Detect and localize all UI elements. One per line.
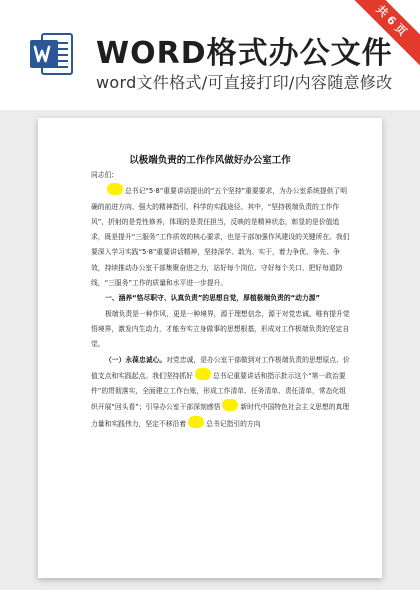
sub1-text-d: 总书记指引的方向: [206, 419, 261, 428]
document-page: [38, 118, 382, 578]
page-count-ribbon: [350, 0, 420, 70]
section-heading-1: 一、涵养“恪尽职守、认真负责”的思想自觉，厚植极端负责的“动力源”: [105, 294, 320, 303]
highlight-mark: [195, 368, 211, 380]
paragraph-intro-text: 总书记“5·8”重要讲话提出的“五个坚持”重要要求，为办公室系统提供了明确的前进方向、强大的精神指引、科学的实践途径。其中，“坚持极端负责的工作作风”，折射的是党性修养，体现的是责任担当，反映的是精神状态，彰显的是价值追求，既是提升“三服务”工作质效的核心要求，也是干部加强作风建设的关键所在。我们要深入学习实践“5·8”重要讲话精神，坚持深学、敢为、实干，着力争优、争先、争效，持续推动办公室干部集聚奋进之力，站好每个岗位、守好每个关口、把好每道防线，“三服务”工作的质量和水平进一步提升。: [91, 187, 350, 288]
paragraph-2: 极端负责是一种作风，更是一种境界，源于理想信念，源于对党忠诚。唯有提升觉悟境界，激发内生动力，才能夯实立身做事的思想根基，形成对工作极端负责的坚定自觉。: [91, 309, 350, 349]
paragraph-sub-1: [91, 353, 351, 432]
subheading-label: （一）永葆忠诚心。: [105, 355, 167, 364]
highlight-mark: [222, 399, 238, 411]
paragraph-intro: [91, 183, 351, 291]
page-count-badge: 共 6 页: [350, 0, 420, 68]
sub1-text-b: 总书记重要讲话和指示批示这个“第一政治要件”的贯彻落实，全面建立工作台账，形成工作清单、任务清单、责任清单，常态化组织开展“回头看”；引导办公室干部深刻感悟: [91, 371, 347, 412]
banner-subtitle: word文件格式/可直接打印/内容随意修改: [96, 73, 393, 92]
salutation: 同志们:: [91, 171, 114, 179]
word-icon: [28, 30, 76, 78]
header-banner: [0, 0, 420, 110]
highlight-mark: [107, 183, 123, 195]
banner-title: WORD格式办公文件: [96, 36, 393, 71]
sub1-text-a: 对党忠诚，是办公室干部做到对工作极端负责的思想原点、价值支点和实践起点。我们坚持抓好: [91, 355, 350, 380]
document-title: 以极端负责的工作作风做好办公室工作: [129, 155, 291, 166]
sub1-text-c: 新时代中国特色社会主义思想的真理力量和实践伟力，坚定不移沿着: [91, 403, 350, 428]
document-body: [91, 168, 351, 432]
highlight-mark: [188, 416, 204, 428]
